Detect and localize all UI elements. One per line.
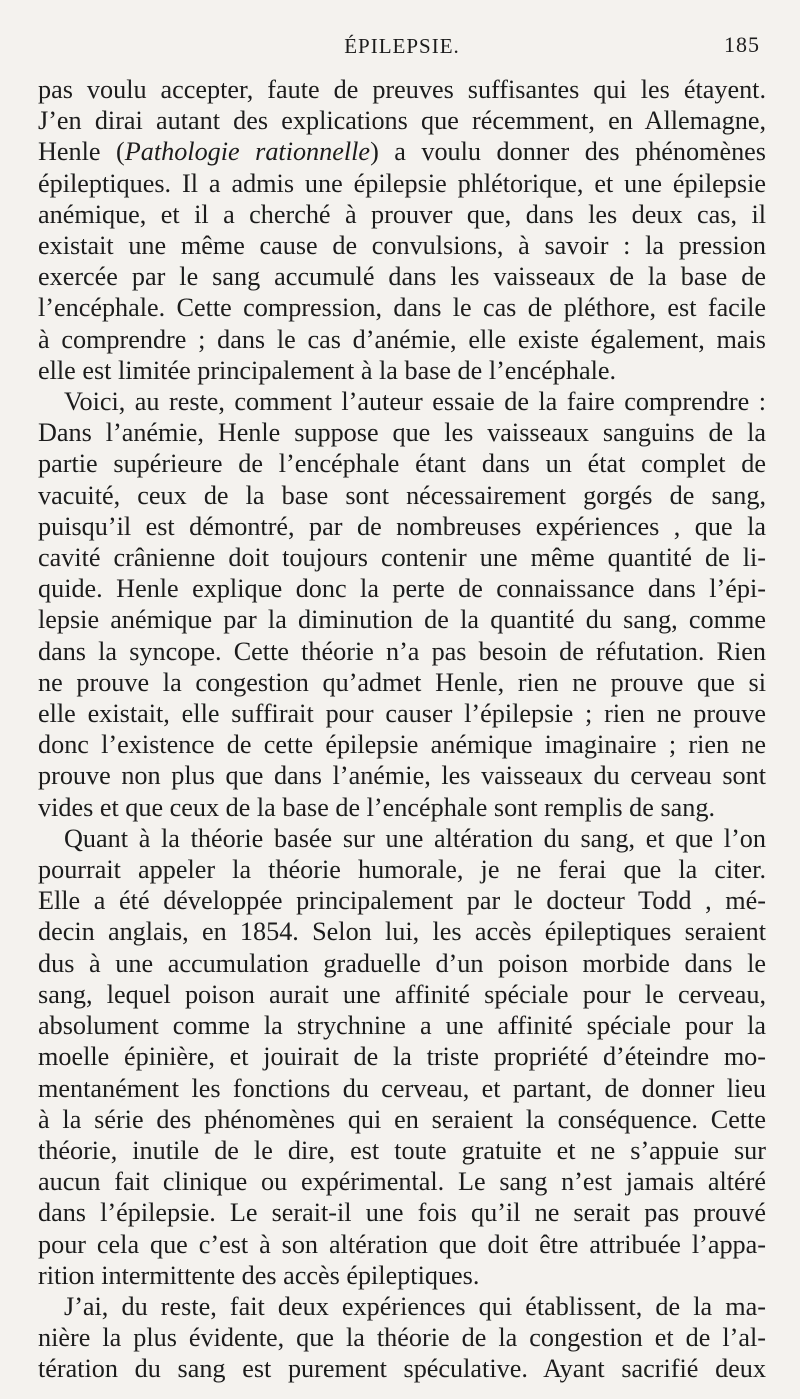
text-line: rition intermittente des accès épileptiques. [38, 1260, 480, 1290]
text-line: dans la syncope. Cette théorie n’a pas besoin de réfutation. Rien [38, 636, 766, 666]
text-line [38, 136, 766, 167]
text-line: Voici, au reste, comment l’auteur essaie de la faire comprendre : [64, 387, 766, 417]
text-line: aucun fait clinique ou expérimental. Le sang n’est jamais altéré [38, 1167, 766, 1197]
paragraph [38, 1291, 766, 1385]
text-line: J’ai, du reste, fait deux expériences qui établissent, de la ma- [64, 1291, 766, 1321]
text-line: cavité crânienne doit toujours contenir une même quantité de li- [38, 543, 766, 573]
text-line: pas voulu accepter, faute de preuves suffisantes qui les étayent. [38, 75, 766, 104]
text-line: à la série des phénomènes qui en seraient la conséquence. Cette [38, 1104, 766, 1134]
text-line: anémique, et il a cherché à prouver que, dans les deux cas, il [38, 199, 766, 229]
text-line: nière la plus évidente, que la théorie de la congestion et de l’al- [38, 1323, 766, 1353]
text-line: vacuité, ceux de la base sont nécessairement gorgés de sang, [38, 480, 766, 510]
text-line: decin anglais, en 1854. Selon lui, les accès épileptiques seraient [38, 917, 766, 947]
text-line: elle existait, elle suffirait pour causer l’épilepsie ; rien ne prouve [38, 699, 766, 729]
text-line: théorie, inutile de le dire, est toute gratuite et ne s’appuie sur [38, 1135, 766, 1165]
text-line: sang, lequel poison aurait une affinité spéciale pour le cerveau, [38, 979, 766, 1009]
text-line: prouve non plus que dans l’anémie, les vaisseaux du cerveau sont [38, 761, 766, 791]
text-line: absolument comme la strychnine a une affinité spéciale pour la [38, 1011, 766, 1041]
text-line: ne prouve la congestion qu’admet Henle, rien ne prouve que si [38, 667, 766, 697]
text-line: Quant à la théorie basée sur une altération du sang, et que l’on [64, 823, 766, 853]
text-line: Dans l’anémie, Henle suppose que les vaisseaux sanguins de la [38, 418, 766, 448]
italic-title: Pathologie rationnelle [124, 137, 371, 167]
text-line: tération du sang est purement spéculative. Ayant sacrifié deux [38, 1354, 766, 1384]
text-line: donc l’existence de cette épilepsie anémique imaginaire ; rien ne [38, 730, 766, 760]
paragraph [38, 823, 766, 1291]
text-line: partie supérieure de l’encéphale étant dans un état complet de [38, 449, 766, 479]
text-line: vides et que ceux de la base de l’encéphale sont remplis de sang. [38, 792, 715, 822]
text-segment: Henle ( [38, 137, 125, 167]
text-line: mentanément les fonctions du cerveau, et partant, de donner lieu [38, 1073, 766, 1103]
text-line: à comprendre ; dans le cas d’anémie, elle existe également, mais [38, 324, 766, 354]
text-segment: ) a voulu donner des phénomènes [370, 137, 766, 167]
text-line: dans l’épilepsie. Le serait-il une fois qu’il ne serait pas prouvé [38, 1198, 766, 1228]
paragraph [38, 386, 766, 823]
text-line: J’en dirai autant des explications que récemment, en Allemagne, [38, 106, 766, 136]
text-line: elle est limitée principalement à la base de l’encéphale. [38, 355, 617, 385]
text-line: existait une même cause de convulsions, à savoir : la pression [38, 231, 766, 261]
page-number: 185 [724, 32, 760, 57]
text-line: pourrait appeler la théorie humorale, je ne ferai que la citer. [38, 855, 766, 885]
text-line: pour cela que c’est à son altération que doit être attribuée l’appa- [38, 1229, 766, 1259]
text-line: moelle épinière, et jouirait de la triste propriété d’éteindre mo- [38, 1042, 766, 1072]
body-text [38, 74, 766, 1385]
text-line: quide. Henle explique donc la perte de connaissance dans l’épi- [38, 574, 766, 604]
paragraph [38, 74, 766, 386]
text-line: l’encéphale. Cette compression, dans le cas de pléthore, est facile [38, 293, 766, 323]
text-line: dus à une accumulation graduelle d’un poison morbide dans le [38, 948, 766, 978]
text-line: Elle a été développée principalement par le docteur Todd , mé- [38, 886, 766, 916]
text-line: épileptiques. Il a admis une épilepsie phlétorique, et une épilepsie [38, 168, 766, 198]
text-line: lepsie anémique par la diminution de la quantité du sang, comme [38, 605, 766, 635]
text-line: puisqu’il est démontré, par de nombreuses expériences , que la [38, 511, 766, 541]
running-head [38, 30, 766, 74]
running-title: ÉPILEPSIE. [344, 34, 460, 58]
text-line: exercée par le sang accumulé dans les vaisseaux de la base de [38, 262, 766, 292]
